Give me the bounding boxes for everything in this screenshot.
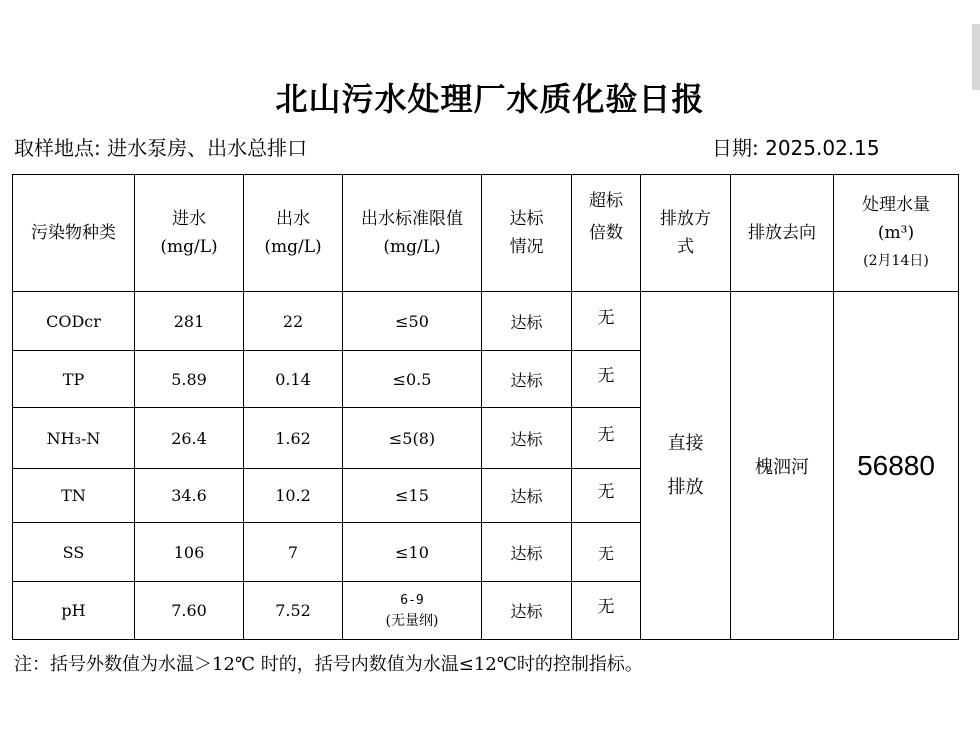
exceed-value: 无 xyxy=(597,597,615,617)
cell-pollutant: pH xyxy=(13,582,135,640)
cell-destination: 槐泗河 xyxy=(731,292,834,640)
cell-pollutant: TN xyxy=(13,469,135,523)
header-discharge-mode-l2: 式 xyxy=(677,237,694,257)
cell-exceed xyxy=(572,469,641,523)
cell-limit: ≤50 xyxy=(343,292,482,351)
table-row xyxy=(13,292,959,351)
header-influent xyxy=(135,175,244,292)
header-effluent-unit: (mg/L) xyxy=(264,237,322,257)
header-discharge-mode xyxy=(641,175,731,292)
header-exceed-l1: 超标 xyxy=(589,191,623,211)
cell-influent: 5.89 xyxy=(135,351,244,408)
header-effluent-label: 出水 xyxy=(276,209,310,229)
cell-effluent: 0.14 xyxy=(244,351,343,408)
cell-pollutant: NH₃-N xyxy=(13,408,135,469)
exceed-value: 无 xyxy=(597,482,615,502)
cell-effluent: 10.2 xyxy=(244,469,343,523)
header-influent-unit: (mg/L) xyxy=(160,237,218,257)
header-discharge-mode-l1: 排放方 xyxy=(660,209,711,229)
header-compliance-l2: 情况 xyxy=(509,237,544,257)
header-exceed-l2: 倍数 xyxy=(589,223,623,243)
header-limit xyxy=(343,175,482,292)
limit-unit-note: (无量纲) xyxy=(385,612,439,629)
header-compliance xyxy=(482,175,572,292)
header-row xyxy=(13,175,959,292)
cell-status: 达标 xyxy=(482,523,572,582)
header-volume-label: 处理水量 xyxy=(862,195,930,215)
cell-exceed xyxy=(572,292,641,351)
header-limit-label: 出水标准限值 xyxy=(361,209,463,229)
header-effluent xyxy=(244,175,343,292)
cell-influent: 106 xyxy=(135,523,244,582)
exceed-value: 无 xyxy=(597,365,615,386)
cell-influent: 26.4 xyxy=(135,408,244,469)
header-volume-date: (2月14日) xyxy=(863,253,929,269)
cell-limit: ≤15 xyxy=(343,469,482,523)
exceed-value: 无 xyxy=(597,543,614,563)
cell-status: 达标 xyxy=(482,408,572,469)
cell-exceed xyxy=(572,408,641,469)
cell-pollutant: TP xyxy=(13,351,135,408)
report-title: 北山污水处理厂水质化验日报 xyxy=(275,80,705,118)
cell-limit: ≤0.5 xyxy=(343,351,482,408)
cell-pollutant: CODcr xyxy=(13,292,135,351)
cell-pollutant: SS xyxy=(13,523,135,582)
cell-status: 达标 xyxy=(482,469,572,523)
sampling-location: 取样地点: 进水泵房、出水总排口 xyxy=(14,136,308,160)
cell-exceed xyxy=(572,351,641,408)
exceed-value: 无 xyxy=(597,424,615,445)
cell-status: 达标 xyxy=(482,351,572,408)
cell-limit: ≤5(8) xyxy=(343,408,482,469)
header-influent-label: 进水 xyxy=(172,209,206,229)
discharge-mode-l2: 排放 xyxy=(667,476,704,498)
exceed-value: 无 xyxy=(597,307,615,328)
cell-effluent: 7 xyxy=(244,523,343,582)
limit-range: 6-9 xyxy=(400,592,424,608)
cell-limit: ≤10 xyxy=(343,523,482,582)
header-exceed xyxy=(572,175,641,292)
header-limit-unit: (mg/L) xyxy=(383,237,441,257)
water-quality-table xyxy=(12,174,959,640)
discharge-mode-l1: 直接 xyxy=(667,432,704,454)
cell-influent: 281 xyxy=(135,292,244,351)
cell-limit xyxy=(343,582,482,640)
cell-volume xyxy=(834,292,959,640)
cell-effluent: 1.62 xyxy=(244,408,343,469)
cell-exceed xyxy=(572,523,641,582)
footnote: 注：括号外数值为水温＞12℃ 时的，括号内数值为水温≤12℃时的控制指标。 xyxy=(14,654,643,675)
cell-influent: 7.60 xyxy=(135,582,244,640)
header-volume xyxy=(834,175,959,292)
cell-influent: 34.6 xyxy=(135,469,244,523)
header-volume-unit: (m³) xyxy=(877,223,915,243)
volume-value: 56880 xyxy=(857,449,935,481)
report-date: 日期: 2025.02.15 xyxy=(712,136,880,160)
cell-exceed xyxy=(572,582,641,640)
cell-effluent: 22 xyxy=(244,292,343,351)
cell-discharge-mode xyxy=(641,292,731,640)
cell-status: 达标 xyxy=(482,292,572,351)
cell-effluent: 7.52 xyxy=(244,582,343,640)
header-destination: 排放去向 xyxy=(731,175,834,292)
header-compliance-l1: 达标 xyxy=(509,209,544,229)
header-pollutant: 污染物种类 xyxy=(13,175,135,292)
cell-status: 达标 xyxy=(482,582,572,640)
